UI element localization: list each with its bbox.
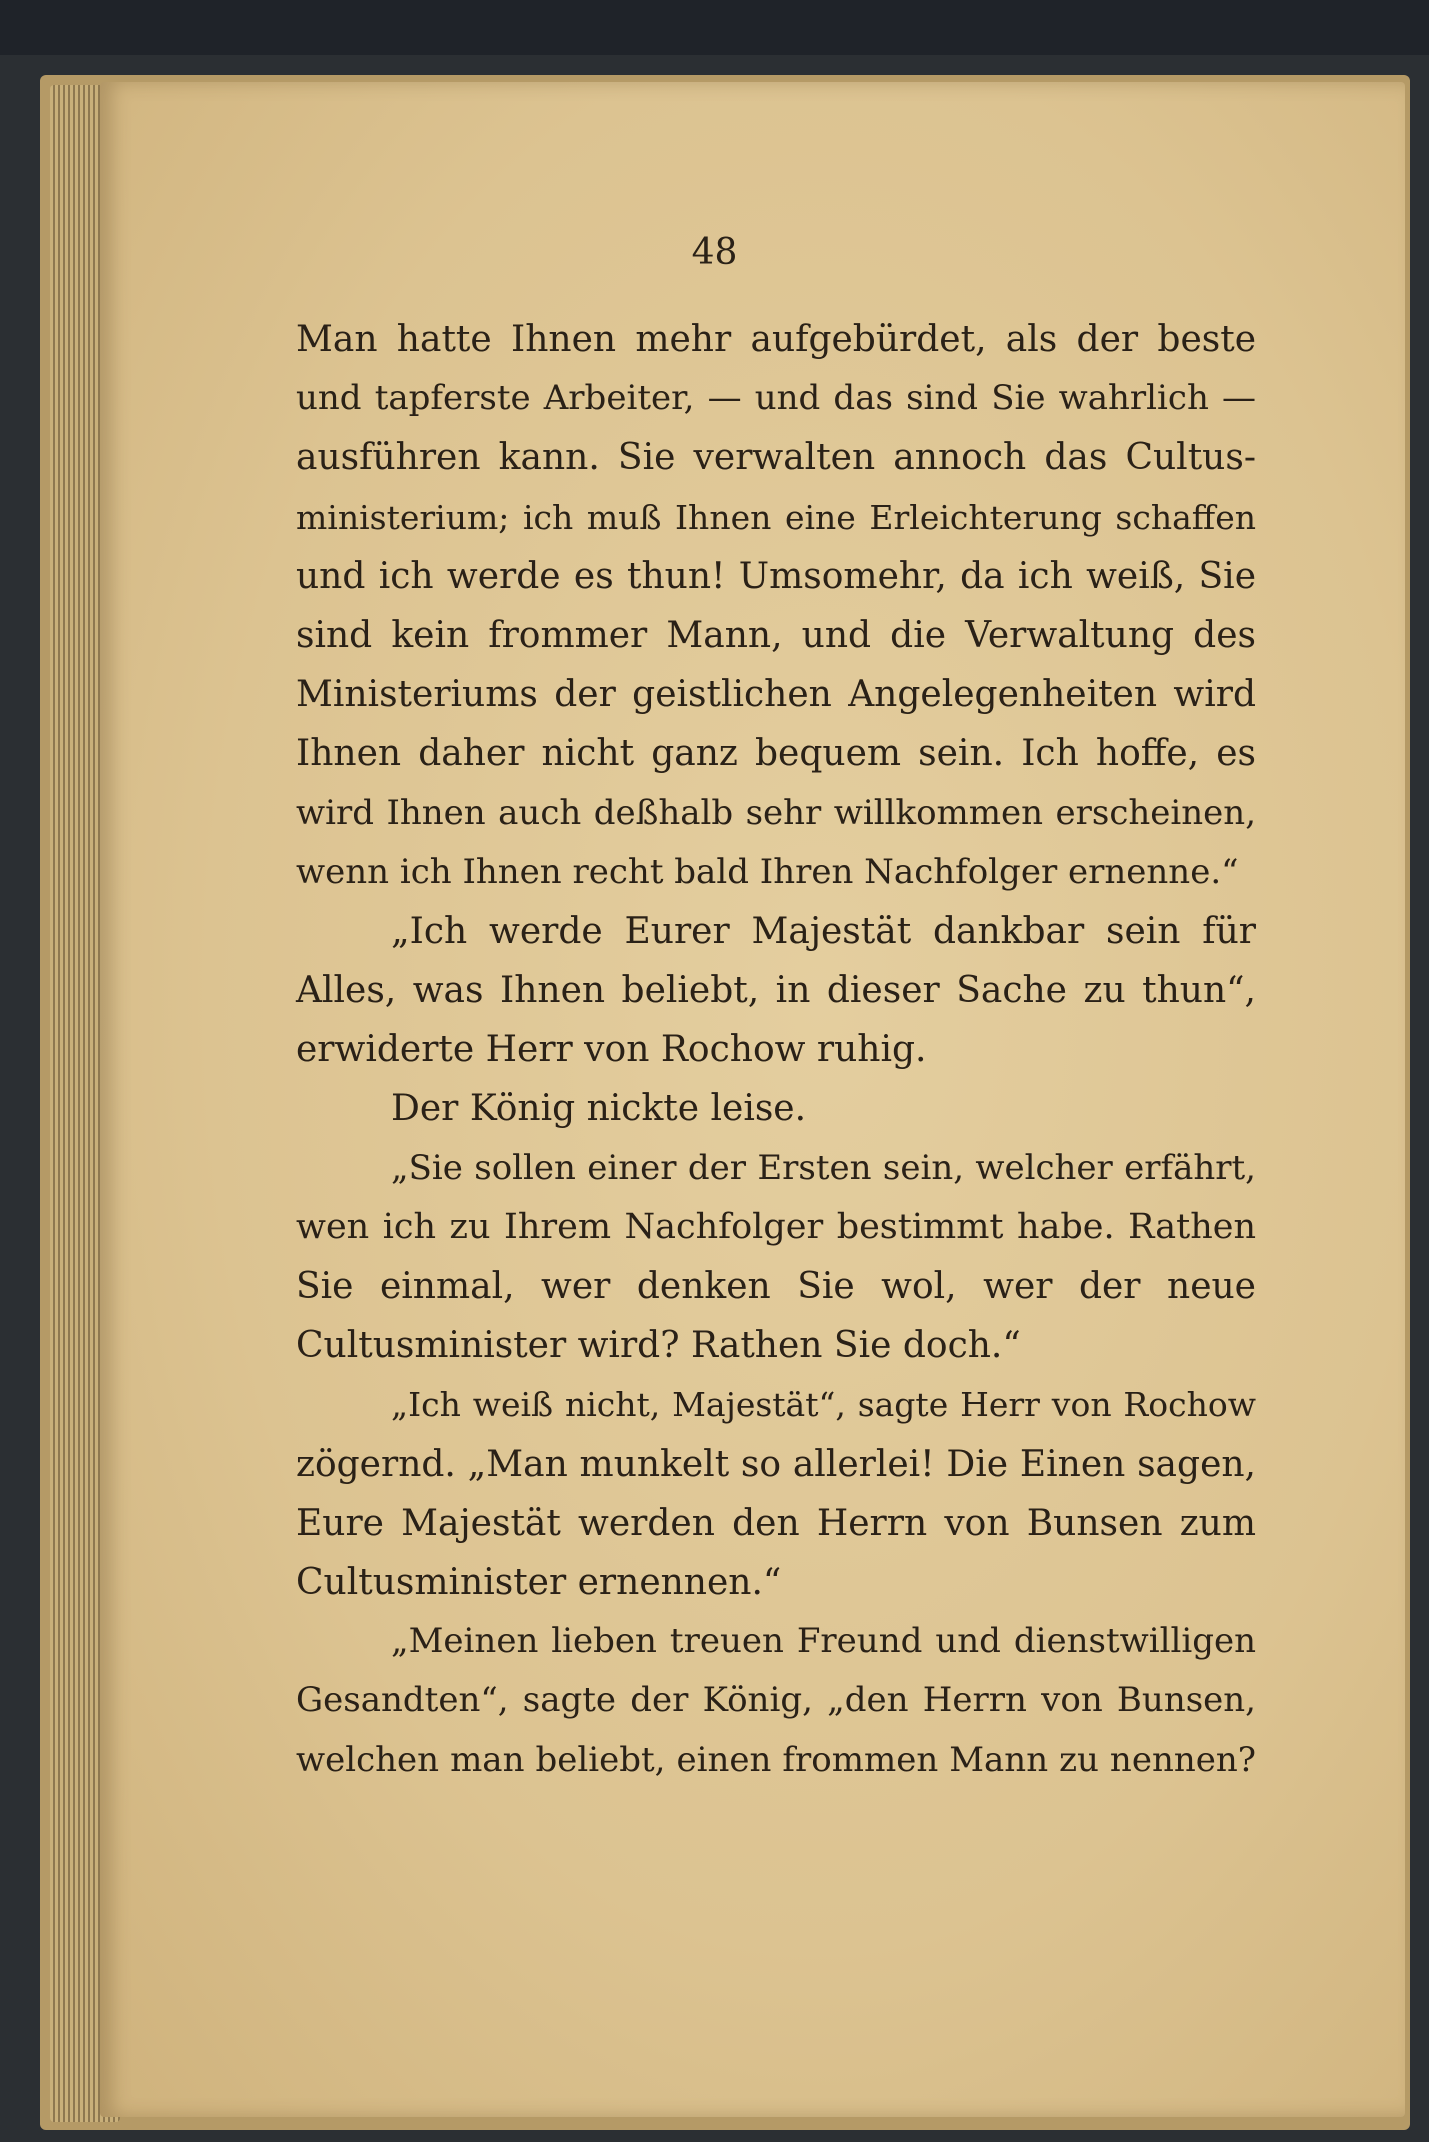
text-line: wen ich zu Ihrem Nachfolger bestimmt habe. Rathen [296,1206,1256,1247]
text-line: Eure Majestät werden den Herrn von Bunsen zum [296,1502,1256,1544]
text-line: wenn ich Ihnen recht bald Ihren Nachfolger ernenne.“ [296,851,1239,892]
text-line: „Meinen lieben treuen Freund und dienstwilligen [391,1621,1256,1662]
text-line: Cultusminister ernennen.“ [296,1561,782,1603]
text-line: Ihnen daher nicht ganz bequem sein. Ich hoffe, es [296,733,1256,775]
text-line: ministerium; ich muß Ihnen eine Erleichterung schaffen [296,497,1256,537]
text-line: Man hatte Ihnen mehr aufgebürdet, als der beste [296,319,1256,360]
text-line: Cultusminister wird? Rathen Sie doch.“ [296,1325,1021,1367]
text-line: „Ich weiß nicht, Majestät“, sagte Herr von Rochow [391,1385,1256,1425]
text-line: erwiderte Herr von Rochow ruhig. [296,1029,927,1071]
text-line: Ministeriums der geistlichen Angelegenheiten wird [296,674,1256,716]
text-line: und ich werde es thun! Umsomehr, da ich weiß, Sie [296,555,1256,597]
text-line: Gesandten“, sagte der König, „den Herrn von Bunsen, [296,1680,1256,1721]
page-text [296,310,1256,1790]
text-line: Der König nickte leise. [391,1088,807,1130]
page-number: 48 [691,232,738,273]
text-line: zögernd. „Man munkelt so allerlei! Die Einen sagen, [296,1443,1256,1485]
text-line: welchen man beliebt, einen frommen Mann zu nennen? [296,1739,1256,1780]
text-line: „Sie sollen einer der Ersten sein, welcher erfährt, [391,1147,1256,1188]
text-line: „Ich werde Eurer Majestät dankbar sein für [391,910,1256,952]
text-line: und tapferste Arbeiter, — und das sind Sie wahrlich — [296,378,1256,419]
text-line: ausführen kann. Sie verwalten annoch das Cultus- [296,437,1256,479]
text-line: wird Ihnen auch deßhalb sehr willkommen erscheinen, [296,792,1256,833]
text-line: sind kein frommer Mann, und die Verwaltung des [296,614,1256,656]
text-line: Sie einmal, wer denken Sie wol, wer der neue [296,1266,1256,1307]
text-line: Alles, was Ihnen beliebt, in dieser Sache zu thun“, [296,970,1256,1012]
